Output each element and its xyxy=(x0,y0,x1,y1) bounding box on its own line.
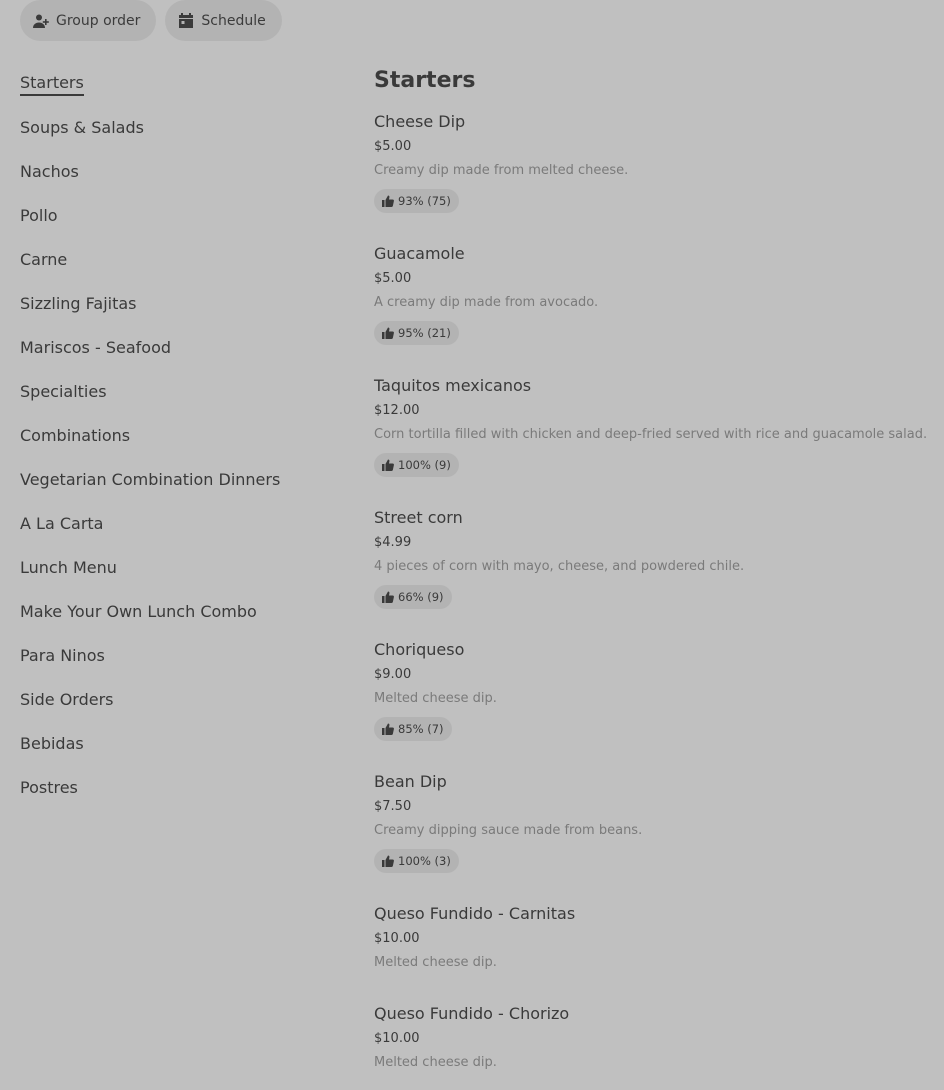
item-price: $9.00 xyxy=(374,667,412,682)
sidebar-item-label: A La Carta xyxy=(20,514,104,533)
thumbs-up-icon xyxy=(382,459,394,471)
sidebar-item-sizzling-fajitas[interactable] xyxy=(20,282,340,326)
item-description: Corn tortilla filled with chicken and deep-fried served with rice and guacamole salad. xyxy=(374,427,928,442)
sidebar-item-postres[interactable] xyxy=(20,766,340,810)
sidebar-item-specialties[interactable] xyxy=(20,370,340,414)
menu-item[interactable] xyxy=(374,230,934,362)
sidebar-item-label: Vegetarian Combination Dinners xyxy=(20,470,281,489)
item-name: Street corn xyxy=(374,508,463,527)
item-description: 4 pieces of corn with mayo, cheese, and powdered chile. xyxy=(374,559,745,574)
sidebar-item-label: Carne xyxy=(20,250,68,269)
sidebar-item-label: Mariscos - Seafood xyxy=(20,338,172,357)
order-actions xyxy=(20,0,282,41)
sidebar-item-label: Specialties xyxy=(20,382,107,401)
sidebar-item-a-la-carta[interactable] xyxy=(20,502,340,546)
rating-badge xyxy=(374,717,452,741)
sidebar-item-label: Para Ninos xyxy=(20,646,105,665)
calendar-icon xyxy=(177,12,195,30)
item-name: Taquitos mexicanos xyxy=(374,376,532,395)
menu-item[interactable] xyxy=(374,626,934,758)
group-order-button[interactable] xyxy=(20,0,156,41)
item-price: $4.99 xyxy=(374,535,412,550)
sidebar-item-label: Nachos xyxy=(20,162,79,181)
item-description: Melted cheese dip. xyxy=(374,691,497,706)
menu-item[interactable] xyxy=(374,98,934,230)
sidebar-item-label: Lunch Menu xyxy=(20,558,117,577)
rating-badge xyxy=(374,453,459,477)
sidebar-item-pollo[interactable] xyxy=(20,194,340,238)
rating-text: 85% (7) xyxy=(398,722,444,736)
sidebar-item-vegetarian-combination-dinners[interactable] xyxy=(20,458,340,502)
thumbs-up-icon xyxy=(382,327,394,339)
schedule-label: Schedule xyxy=(201,12,266,29)
rating-badge xyxy=(374,585,452,609)
sidebar-item-label: Soups & Salads xyxy=(20,118,144,137)
rating-text: 66% (9) xyxy=(398,590,444,604)
item-description: Melted cheese dip. xyxy=(374,955,497,970)
rating-text: 100% (3) xyxy=(398,854,451,868)
menu-item[interactable] xyxy=(374,494,934,626)
sidebar-item-label: Postres xyxy=(20,778,78,797)
item-description: A creamy dip made from avocado. xyxy=(374,295,599,310)
menu-section xyxy=(374,64,934,1090)
item-price: $5.00 xyxy=(374,139,412,154)
item-price: $5.00 xyxy=(374,271,412,286)
sidebar-item-combinations[interactable] xyxy=(20,414,340,458)
item-price: $12.00 xyxy=(374,403,420,418)
item-name: Cheese Dip xyxy=(374,112,466,131)
sidebar-item-make-your-own-lunch-combo[interactable] xyxy=(20,590,340,634)
sidebar-item-side-orders[interactable] xyxy=(20,678,340,722)
item-name: Choriqueso xyxy=(374,640,465,659)
sidebar-item-label: Starters xyxy=(20,72,84,96)
rating-text: 100% (9) xyxy=(398,458,451,472)
thumbs-up-icon xyxy=(382,855,394,867)
sidebar-item-label: Pollo xyxy=(20,206,58,225)
item-description: Creamy dip made from melted cheese. xyxy=(374,163,629,178)
sidebar-item-starters[interactable] xyxy=(20,62,340,106)
group-order-label: Group order xyxy=(56,12,141,29)
sidebar-item-bebidas[interactable] xyxy=(20,722,340,766)
sidebar-item-label: Side Orders xyxy=(20,690,114,709)
item-description: Creamy dipping sauce made from beans. xyxy=(374,823,643,838)
person-plus-icon xyxy=(32,12,50,30)
rating-badge xyxy=(374,849,459,873)
menu-item[interactable] xyxy=(374,990,934,1090)
sidebar-item-label: Bebidas xyxy=(20,734,84,753)
sidebar-item-para-ninos[interactable] xyxy=(20,634,340,678)
item-name: Guacamole xyxy=(374,244,465,263)
rating-text: 95% (21) xyxy=(398,326,451,340)
item-price: $10.00 xyxy=(374,1031,420,1046)
rating-badge xyxy=(374,189,459,213)
menu-item[interactable] xyxy=(374,362,934,494)
sidebar-item-lunch-menu[interactable] xyxy=(20,546,340,590)
thumbs-up-icon xyxy=(382,195,394,207)
menu-item[interactable] xyxy=(374,758,934,890)
item-name: Queso Fundido - Chorizo xyxy=(374,1004,570,1023)
rating-text: 93% (75) xyxy=(398,194,451,208)
thumbs-up-icon xyxy=(382,591,394,603)
sidebar-item-label: Sizzling Fajitas xyxy=(20,294,137,313)
item-price: $7.50 xyxy=(374,799,412,814)
menu-category-sidebar xyxy=(20,62,340,810)
sidebar-item-carne[interactable] xyxy=(20,238,340,282)
item-description: Melted cheese dip. xyxy=(374,1055,497,1070)
thumbs-up-icon xyxy=(382,723,394,735)
sidebar-item-soups-salads[interactable] xyxy=(20,106,340,150)
section-title: Starters xyxy=(374,68,476,93)
sidebar-item-label: Combinations xyxy=(20,426,131,445)
item-name: Bean Dip xyxy=(374,772,447,791)
sidebar-item-label: Make Your Own Lunch Combo xyxy=(20,602,257,621)
sidebar-item-mariscos-seafood[interactable] xyxy=(20,326,340,370)
sidebar-item-nachos[interactable] xyxy=(20,150,340,194)
rating-badge xyxy=(374,321,459,345)
item-name: Queso Fundido - Carnitas xyxy=(374,904,576,923)
menu-item[interactable] xyxy=(374,890,934,990)
item-price: $10.00 xyxy=(374,931,420,946)
schedule-button[interactable] xyxy=(165,0,281,41)
